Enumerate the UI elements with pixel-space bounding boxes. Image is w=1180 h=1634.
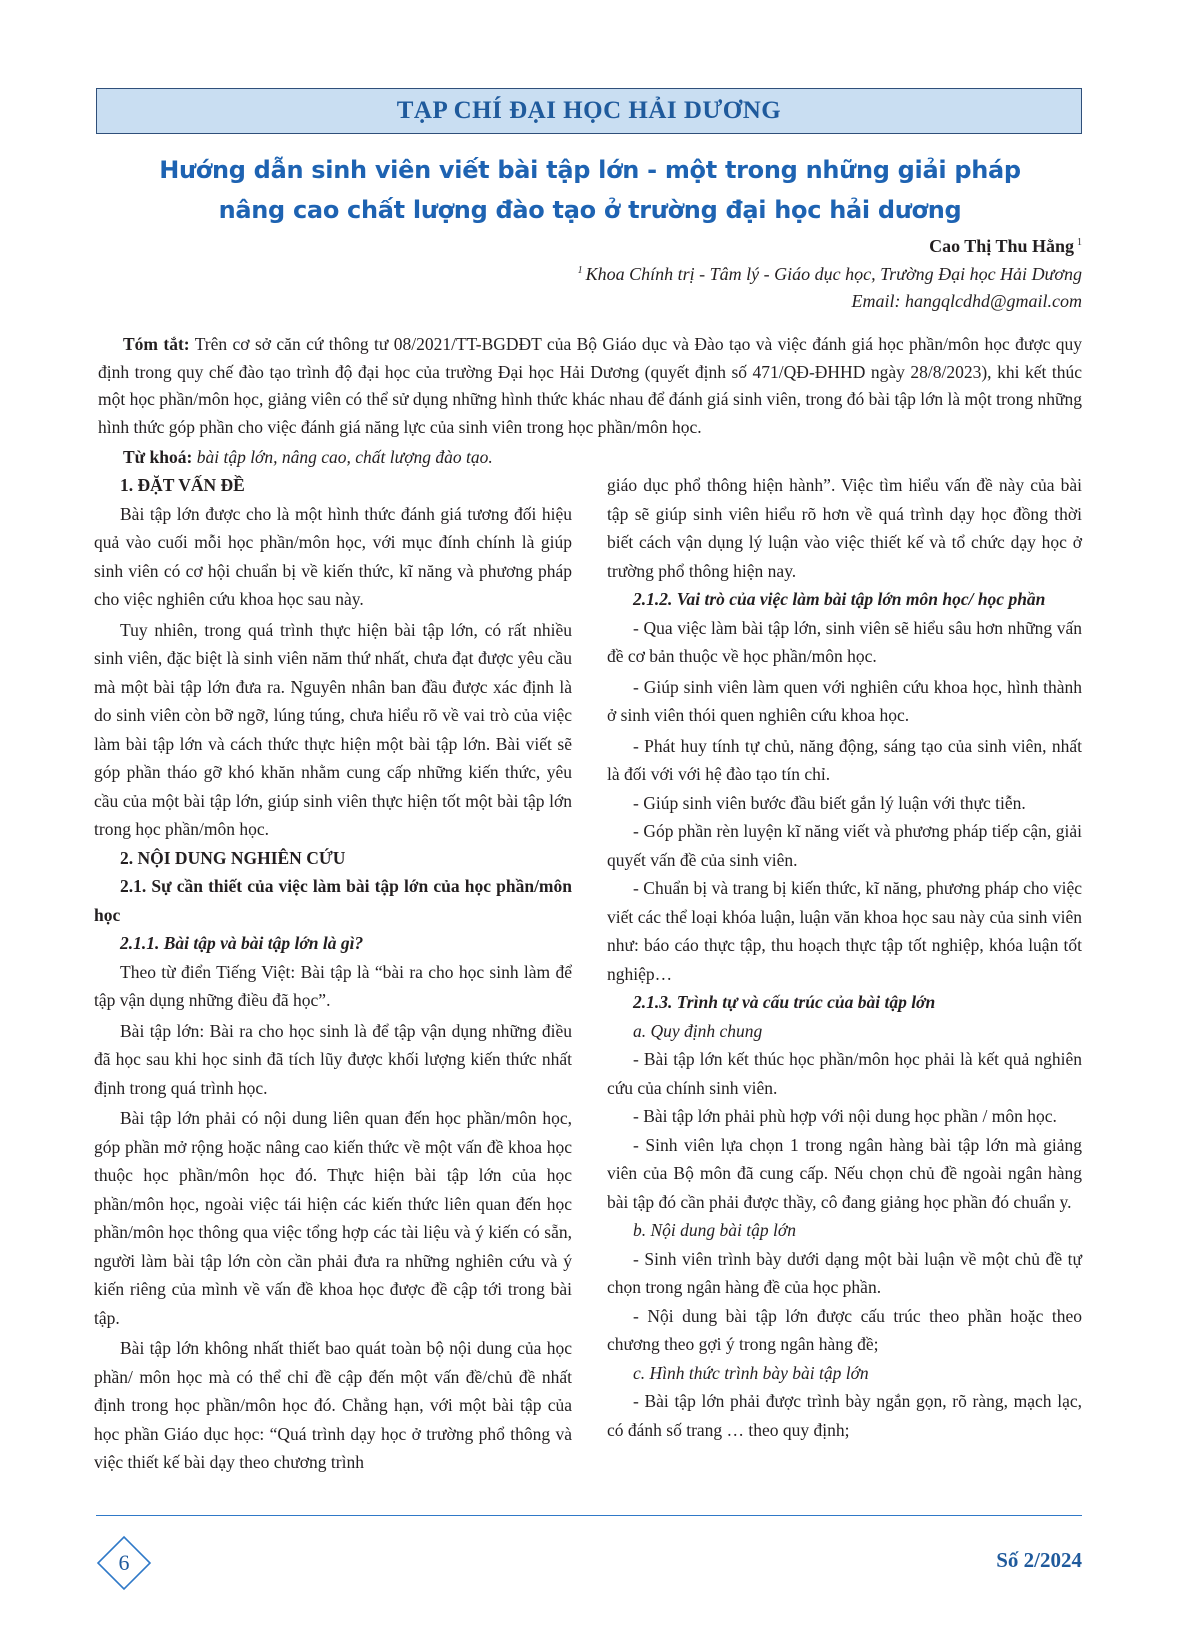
title-line-2: nâng cao chất lượng đào tạo ở trường đại học hải dương [218,196,962,224]
keywords [98,444,1082,472]
page-number: 6 [118,1550,130,1575]
subsubsection-heading-2-1-2: 2.1.2. Vai trò của việc làm bài tập lớn môn học/ học phần [633,589,1046,609]
author-email: Email: hangqlcdhd@gmail.com [851,291,1082,311]
issue-number: Số 2/2024 [996,1548,1082,1572]
author-line [929,236,1082,257]
subsubsection-heading-2-1-3: 2.1.3. Trình tự và cấu trúc của bài tập lớn [633,992,936,1012]
abstract-text: Trên cơ sở căn cứ thông tư 08/2021/TT-BGDĐT của Bộ Giáo dục và Đào tạo và việc đánh giá học phần/môn học được quy định trong quy chế đào tạo trình độ đại học của trường Đại học Hải Dương (quyết định số 471/QĐ-ĐHHD ngày 28/8/2023), khi kết thúc một học phần/môn học, giảng viên có thể sử dụng những hình thức khác nhau để đánh giá sinh viên, trong đó bài tập lớn là một trong những hình thức góp phần cho việc đánh giá năng lực của sinh viên trong học phần/môn học. [98,334,1083,437]
abstract [98,331,1082,441]
article-title [100,150,1080,230]
subheading-c: c. Hình thức trình bày bài tập lớn [633,1362,869,1383]
title-line-1: Hướng dẫn sinh viên viết bài tập lớn - một trong những giải pháp [159,156,1021,184]
footer-rule [96,1515,1082,1516]
paragraph: Bài tập lớn: Bài ra cho học sinh là để tập vận dụng những điều đã học sau khi học sinh đã tích lũy được khối lượng kiến thức nhất định trong quá trình học. [94,1020,572,1098]
bullet-item: - Giúp sinh viên bước đầu biết gắn lý luận với thực tiễn. [633,792,1026,813]
subheading-b: b. Nội dung bài tập lớn [633,1220,796,1240]
journal-name: TẠP CHÍ ĐẠI HỌC HẢI DƯƠNG [396,97,782,124]
right-column [607,471,1082,1444]
author-name: Cao Thị Thu Hằng [929,236,1074,256]
paragraph: Theo từ điển Tiếng Việt: Bài tập là “bài ra cho học sinh làm để tập vận dụng những điều đã học”. [94,961,572,1010]
paragraph: Bài tập lớn được cho là một hình thức đánh giá tương đối hiệu quả vào cuối mỗi học phần/môn học, với mục đính chính là giúp sinh viên có cơ hội chuẩn bị về kiến thức, kĩ năng và phương pháp cho việc nghiên cứu khoa học sau này. [94,503,572,609]
bullet-item: - Sinh viên lựa chọn 1 trong ngân hàng bài tập lớn mà giảng viên của Bộ môn đã cung cấp. Nếu chọn chủ đề ngoài ngân hàng bài tập đó cần phải được thầy, cô đang giảng học phần đó chuẩn y. [607,1134,1082,1212]
abstract-block [98,331,1082,472]
bullet-item: - Bài tập lớn phải phù hợp với nội dung học phần / môn học. [633,1106,1057,1126]
author-superscript: 1 [1077,237,1082,248]
keywords-text: bài tập lớn, nâng cao, chất lượng đào tạo. [192,447,493,467]
abstract-label: Tóm tắt: [123,334,190,354]
bullet-item: - Chuẩn bị và trang bị kiến thức, kĩ năng, phương pháp cho việc viết các thể loại khóa luận, luận văn khoa học sau này của sinh viên như: báo cáo thực tập, thu hoạch thực tập tốt nghiệp, khóa luận tốt nghiệp… [607,878,1082,984]
paragraph: Bài tập lớn không nhất thiết bao quát toàn bộ nội dung của học phần/ môn học mà có thể chỉ đề cập đến một vấn đề/chủ đề nhất định trong học phần/môn học đó. Chẳng hạn, với một bài tập của học phần Giáo dục học: “Quá trình dạy học ở trường phổ thông và việc thiết kế bài dạy theo chương trình [94,1338,572,1472]
affiliation-superscript: 1 [577,265,583,276]
bullet-item: - Bài tập lớn phải được trình bày ngắn gọn, rõ ràng, mạch lạc, có đánh số trang … theo quy định; [607,1391,1082,1440]
affiliation: Khoa Chính trị - Tâm lý - Giáo dục học, Trường Đại học Hải Dương [585,264,1082,284]
affiliation-line [578,264,1082,285]
bullet-item: - Phát huy tính tự chủ, năng động, sáng tạo của sinh viên, nhất là đối với với hệ đào tạo tín chỉ. [607,735,1082,784]
paragraph: Bài tập lớn phải có nội dung liên quan đến học phần/môn học, góp phần mở rộng hoặc nâng cao kiến thức về một vấn đề khoa học thuộc học phần/môn học đó. Thực hiện bài tập lớn của học phần/môn học, ngoài việc tái hiện các kiến thức liên quan đến học phần/môn học thông qua việc tổng hợp các tài liệu và ý kiến có sẵn, người làm bài tập lớn còn cần phải đưa ra những nghiên cứu và ý kiến riêng của mình về vấn đề khoa học được đề cập tới trong bài tập. [94,1108,572,1328]
keywords-label: Từ khoá: [123,447,193,467]
journal-banner [96,88,1082,134]
paragraph: giáo dục phổ thông hiện hành”. Việc tìm hiểu vấn đề này của bài tập sẽ giúp sinh viên hiểu rõ hơn về quá trình dạy học đồng thời biết cách vận dụng lý luận vào việc thiết kế và tổ chức dạy học ở trường phổ thông hiện nay. [607,475,1082,581]
bullet-item: - Góp phần rèn luyện kĩ năng viết và phương pháp tiếp cận, giải quyết vấn đề của sinh viên. [607,821,1082,870]
bullet-item: - Sinh viên trình bày dưới dạng một bài luận về một chủ đề tự chọn trong ngân hàng đề của học phần. [607,1248,1082,1297]
subsubsection-heading-2-1-1: 2.1.1. Bài tập và bài tập lớn là gì? [120,933,364,953]
bullet-item: - Bài tập lớn kết thúc học phần/môn học phải là kết quả nghiên cứu của chính sinh viên. [607,1049,1082,1098]
left-column [94,471,572,1477]
section-heading-1: 1. ĐẶT VẤN ĐỀ [120,475,245,495]
paragraph: Tuy nhiên, trong quá trình thực hiện bài tập lớn, có rất nhiều sinh viên, đặc biệt là sinh viên năm thứ nhất, chưa đạt được yêu cầu mà một bài tập lớn đưa ra. Nguyên nhân ban đầu được xác định là do sinh viên còn bỡ ngỡ, lúng túng, chưa hiểu rõ về vai trò của việc làm bài tập lớn và cách thức thực hiện một bài tập lớn. Bài viết sẽ góp phần tháo gỡ khó khăn nhằm cung cấp những kiến thức, yêu cầu của một bài tập lớn, giúp sinh viên thực hiện tốt một bài tập lớn trong học phần/môn học. [94,619,572,839]
subsection-heading-2-1: 2.1. Sự cần thiết của việc làm bài tập lớn của học phần/môn học [94,876,572,925]
page-number-badge [96,1535,152,1591]
section-heading-2: 2. NỘI DUNG NGHIÊN CỨU [120,847,346,868]
bullet-item: - Nội dung bài tập lớn được cấu trúc theo phần hoặc theo chương theo gợi ý trong ngân hàng đề; [607,1305,1082,1354]
bullet-item: - Giúp sinh viên làm quen với nghiên cứu khoa học, hình thành ở sinh viên thói quen nghiên cứu khoa học. [607,676,1082,725]
bullet-item: - Qua việc làm bài tập lớn, sinh viên sẽ hiểu sâu hơn những vấn đề cơ bản thuộc về học phần/môn học. [607,617,1082,666]
subheading-a: a. Quy định chung [633,1020,763,1041]
